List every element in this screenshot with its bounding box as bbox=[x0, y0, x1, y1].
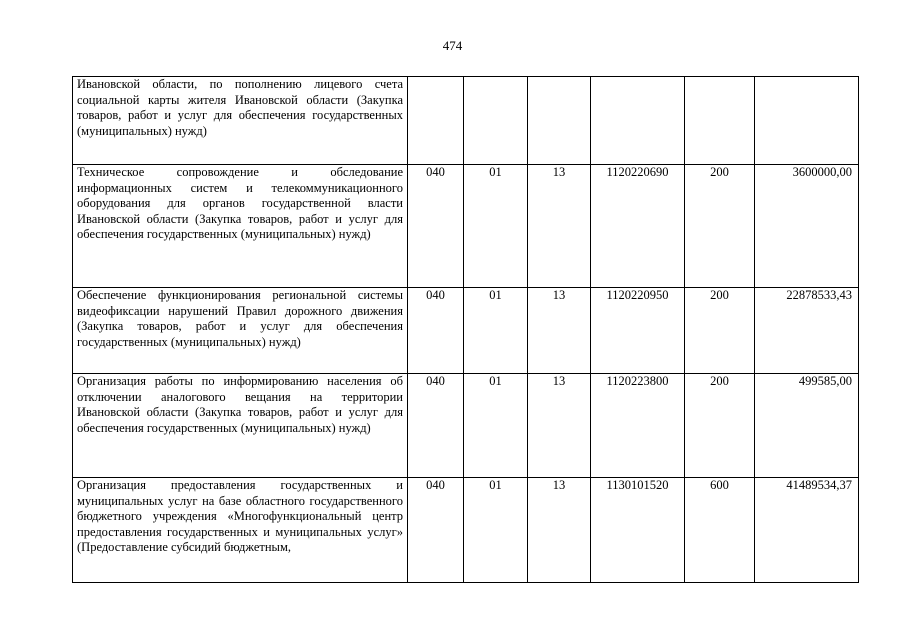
amount-value: 499585,00 bbox=[755, 374, 859, 478]
row-description: Организация предоставления государственных и муниципальных услуг на базе областного государственного бюджетного учреждения «Многофункциональный центр предоставления государственных и муниципальных услуг» (Предоставление субсидий бюджетным, bbox=[73, 478, 408, 583]
section-code bbox=[464, 77, 528, 165]
ministry-code bbox=[408, 77, 464, 165]
table-row bbox=[73, 165, 859, 288]
table-row bbox=[73, 77, 859, 165]
subsection-code bbox=[528, 77, 591, 165]
expense-type-code: 200 bbox=[685, 288, 755, 374]
amount-value: 3600000,00 bbox=[755, 165, 859, 288]
ministry-code: 040 bbox=[408, 165, 464, 288]
section-code: 01 bbox=[464, 288, 528, 374]
section-code: 01 bbox=[464, 165, 528, 288]
expense-type-code: 600 bbox=[685, 478, 755, 583]
table-row bbox=[73, 374, 859, 478]
amount-value bbox=[755, 77, 859, 165]
amount-value: 22878533,43 bbox=[755, 288, 859, 374]
subsection-code: 13 bbox=[528, 478, 591, 583]
section-code: 01 bbox=[464, 374, 528, 478]
row-description: Техническое сопровождение и обследование информационных систем и телекоммуникационного оборудования для органов государственной власти Ивановской области (Закупка товаров, работ и услуг для обеспечения государственных (муниципальных) нужд) bbox=[73, 165, 408, 288]
expense-type-code bbox=[685, 77, 755, 165]
target-article-code: 1130101520 bbox=[591, 478, 685, 583]
ministry-code: 040 bbox=[408, 374, 464, 478]
amount-value: 41489534,37 bbox=[755, 478, 859, 583]
row-description: Обеспечение функционирования региональной системы видеофиксации нарушений Правил дорожного движения (Закупка товаров, работ и услуг для обеспечения государственных (муниципальных) нужд) bbox=[73, 288, 408, 374]
row-description: Ивановской области, по пополнению лицевого счета социальной карты жителя Ивановской области (Закупка товаров, работ и услуг для обеспечения государственных (муниципальных) нужд) bbox=[73, 77, 408, 165]
expense-type-code: 200 bbox=[685, 165, 755, 288]
page-number: 474 bbox=[442, 38, 463, 53]
section-code: 01 bbox=[464, 478, 528, 583]
ministry-code: 040 bbox=[408, 478, 464, 583]
expense-type-code: 200 bbox=[685, 374, 755, 478]
subsection-code: 13 bbox=[528, 165, 591, 288]
target-article-code bbox=[591, 77, 685, 165]
table-row bbox=[73, 478, 859, 583]
ministry-code: 040 bbox=[408, 288, 464, 374]
row-description: Организация работы по информированию населения об отключении аналогового вещания на территории Ивановской области (Закупка товаров, работ и услуг для обеспечения государственных (муниципальных) нужд) bbox=[73, 374, 408, 478]
table-row bbox=[73, 288, 859, 374]
target-article-code: 1120223800 bbox=[591, 374, 685, 478]
subsection-code: 13 bbox=[528, 374, 591, 478]
target-article-code: 1120220690 bbox=[591, 165, 685, 288]
target-article-code: 1120220950 bbox=[591, 288, 685, 374]
subsection-code: 13 bbox=[528, 288, 591, 374]
budget-table bbox=[72, 76, 859, 583]
